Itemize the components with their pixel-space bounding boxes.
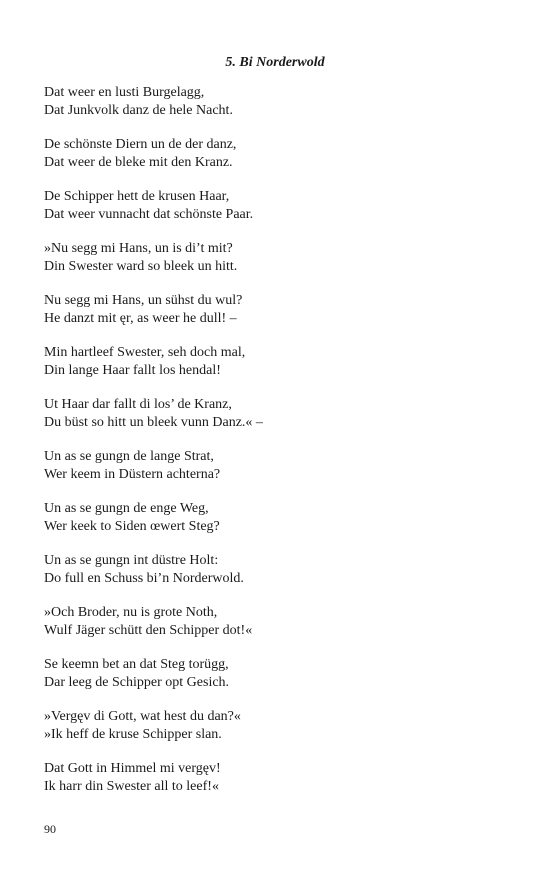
poem-body [44, 84, 514, 812]
stanza [44, 188, 514, 224]
poem-line: »Nu segg mi Hans, un is di’t mit? [44, 241, 233, 256]
poem-line: Ut Haar dar fallt di los’ de Kranz, [44, 397, 232, 412]
poem-line: Dar leeg de Schipper opt Gesich. [44, 675, 230, 690]
poem-line: Dat weer de bleke mit den Kranz. [44, 155, 233, 170]
poem-line: He danzt mit ęr, as weer he dull! – [44, 311, 237, 326]
poem-line: Dat weer vunnacht dat schönste Paar. [44, 207, 254, 222]
stanza [44, 240, 514, 276]
stanza [44, 500, 514, 536]
poem-line: Dat weer en lusti Burgelagg, [44, 85, 205, 100]
poem-line: »Ik heff de kruse Schipper slan. [44, 727, 222, 742]
poem-line: »Vergęv di Gott, wat hest du dan?« [44, 709, 241, 724]
poem-line: De Schipper hett de krusen Haar, [44, 189, 230, 204]
poem-line: »Och Broder, nu is grote Noth, [44, 605, 218, 620]
poem-title: 5. Bi Norderwold [225, 55, 325, 70]
stanza [44, 708, 514, 744]
poem-line: Se keemn bet an dat Steg torügg, [44, 657, 229, 672]
stanza [44, 292, 514, 328]
poem-line: Un as se gungn de enge Weg, [44, 501, 209, 516]
stanza [44, 136, 514, 172]
poem-line: Un as se gungn int düstre Holt: [44, 553, 219, 568]
poem-line: Do full en Schuss bi’n Norderwold. [44, 571, 244, 586]
stanza [44, 396, 514, 432]
poem-line: Din lange Haar fallt los hendal! [44, 363, 221, 378]
poem-line: Din Swester ward so bleek un hitt. [44, 259, 238, 274]
page-number: 90 [44, 822, 56, 836]
stanza [44, 604, 514, 640]
poem-line: Un as se gungn de lange Strat, [44, 449, 214, 464]
stanza [44, 344, 514, 380]
poem-line: Ik harr din Swester all to leef!« [44, 779, 219, 794]
poem-line: Wulf Jäger schütt den Schipper dot!« [44, 623, 253, 638]
poem-line: Du büst so hitt un bleek vunn Danz.« – [44, 415, 263, 430]
poem-line: Min hartleef Swester, seh doch mal, [44, 345, 246, 360]
poem-line: Dat Gott in Himmel mi vergęv! [44, 761, 221, 776]
poem-line: Wer keek to Siden œwert Steg? [44, 519, 220, 534]
stanza [44, 760, 514, 796]
stanza [44, 84, 514, 120]
poem-line: Nu segg mi Hans, un sühst du wul? [44, 293, 243, 308]
stanza [44, 656, 514, 692]
poem-line: Dat Junkvolk danz de hele Nacht. [44, 103, 233, 118]
stanza [44, 552, 514, 588]
stanza [44, 448, 514, 484]
poem-line: Wer keem in Düstern achterna? [44, 467, 221, 482]
poem-line: De schönste Diern un de der danz, [44, 137, 237, 152]
